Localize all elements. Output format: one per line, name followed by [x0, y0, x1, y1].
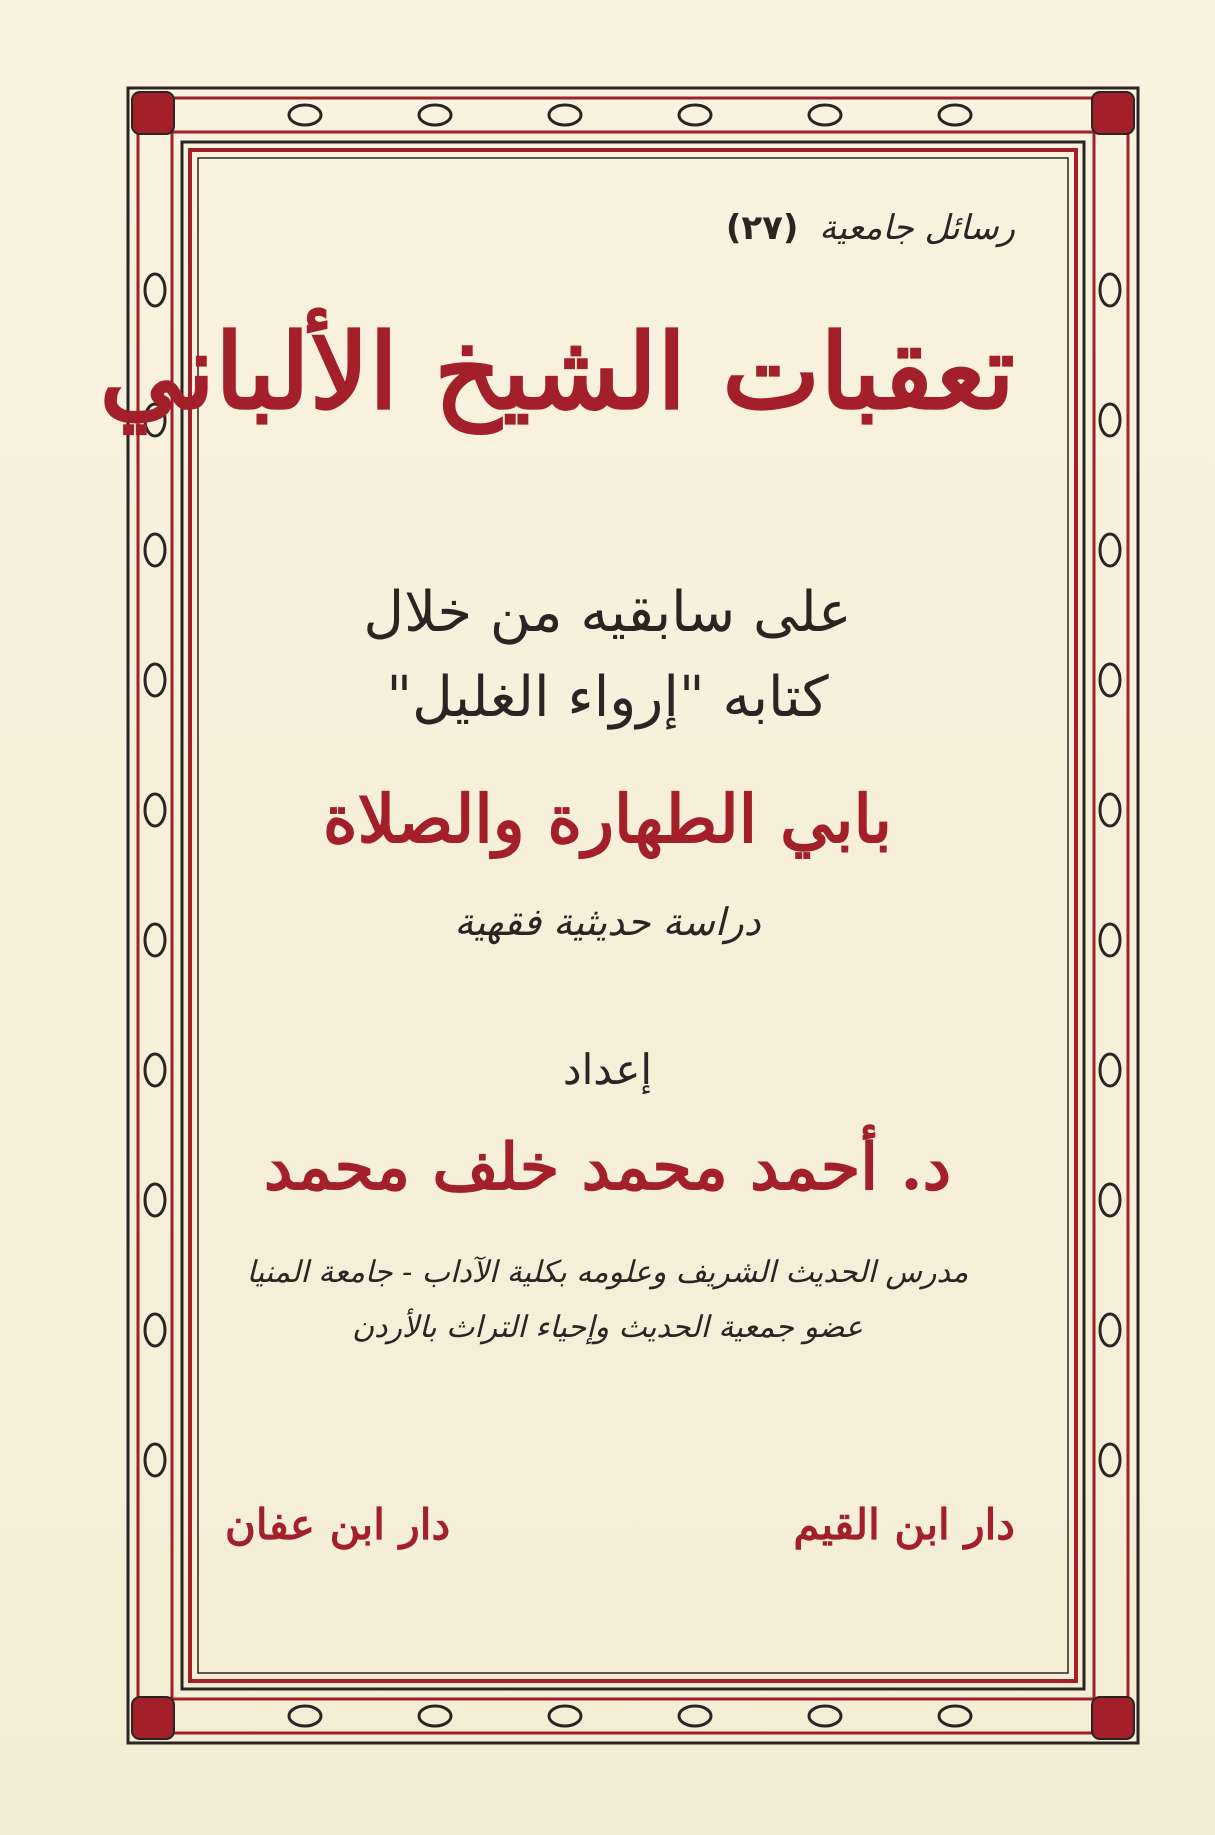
author-name: د. أحمد محمد خلف محمد: [263, 1130, 952, 1205]
subtitle-line-4: دراسة حديثية فقهية: [454, 900, 761, 944]
series-number: (٢٧): [725, 208, 799, 248]
subtitle-line-2: كتابه "إرواء الغليل": [386, 665, 829, 730]
publisher-right: دار ابن القيم: [793, 1500, 1015, 1549]
series-label: [726, 208, 1015, 248]
author-description-1: مدرس الحديث الشريف وعلومه بكلية الآداب - جامعة المنيا: [246, 1255, 969, 1290]
publisher-left: دار ابن عفان: [225, 1500, 451, 1549]
author-description-2: عضو جمعية الحديث وإحياء التراث بالأردن: [352, 1310, 863, 1345]
series-name: رسائل جامعية: [819, 208, 1015, 248]
preparation-label: إعداد: [562, 1045, 653, 1094]
subtitle-line-1: على سابقيه من خلال: [363, 580, 852, 645]
title-page-content: [99, 180, 1015, 1580]
book-title: تعقبات الشيخ الألباني: [99, 310, 1015, 433]
subtitle-line-3: بابي الطهارة والصلاة: [323, 780, 892, 858]
